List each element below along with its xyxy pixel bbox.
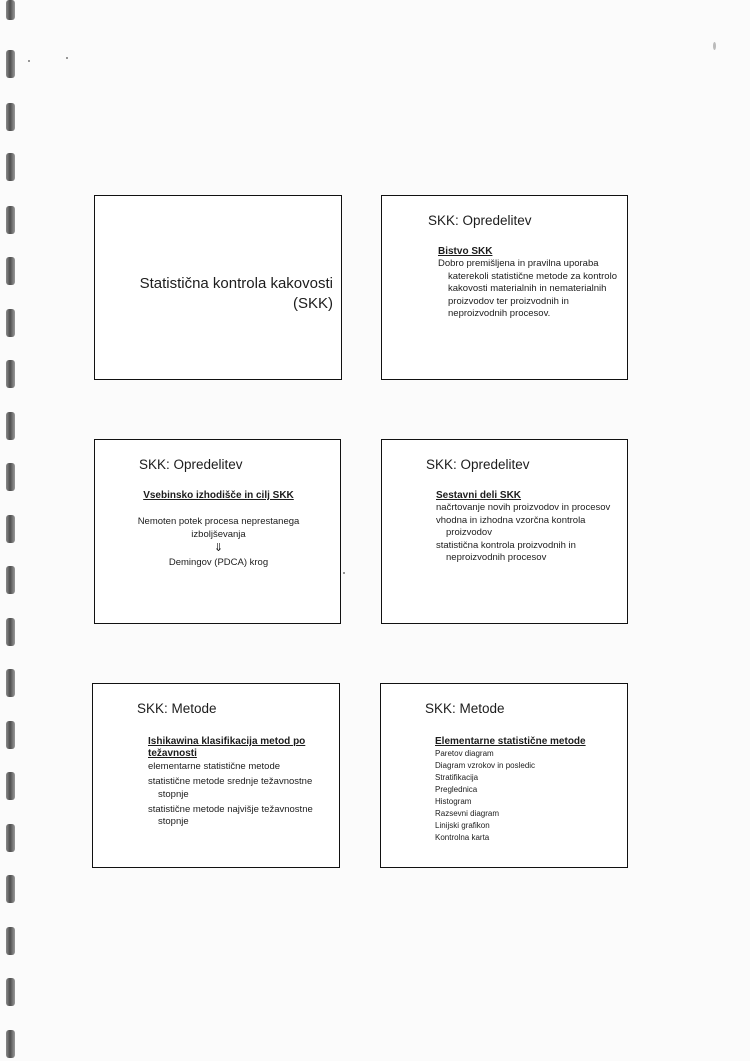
slide-6-item: Preglednica [435,785,478,795]
slide-3-heading: Vsebinsko izhodišče in cilj SKK [143,490,294,501]
slide-3-line: Nemoten potek procesa neprestanega [137,516,300,528]
slide-4-line: statistična kontrola proizvodnih in [436,539,576,551]
scan-speck [66,57,68,59]
slide-2-title: SKK: Opredelitev [428,213,532,228]
slide-6-content [435,736,625,844]
slide-4-line: neproizvodnih procesov [446,552,547,564]
slide-2-content [438,246,626,320]
slide-6-item: Stratifikacija [435,773,479,783]
slide-3-content [95,490,342,570]
slide-4-line: proizvodov [446,527,492,539]
slide-6-item: Diagram vzrokov in posledic [435,761,536,771]
slide-2 [381,195,628,380]
slide-6-item: Histogram [435,797,472,807]
binder-hole [6,360,15,388]
slide-2-line: proizvodov ter proizvodnih in [448,295,569,307]
down-double-arrow-icon: ⇓ [213,542,224,555]
slide-3 [94,439,341,624]
binder-hole [6,927,15,955]
slide-4 [381,439,628,624]
binder-hole [6,515,15,543]
scan-speck [28,60,30,62]
slide-6-item: Linijski grafikon [435,821,490,831]
slide-6-heading: Elementarne statistične metode [435,736,586,747]
slide-1-subtitle: (SKK) [292,295,333,312]
binder-hole [6,257,15,285]
slide-3-line: izboljševanja [191,528,246,540]
slide-5-title: SKK: Metode [137,701,217,716]
binder-hole [6,824,15,852]
slide-5-line: stopnje [158,816,189,828]
binder-hole [6,50,15,78]
slide-6 [380,683,628,868]
slide-4-line: načrtovanje novih proizvodov in procesov [436,502,611,514]
slide-4-line: vhodna in izhodna vzorčna kontrola [436,514,586,526]
binder-hole [6,309,15,337]
binder-hole [6,412,15,440]
binder-hole [6,772,15,800]
slide-5 [92,683,340,868]
slide-2-line: kakovosti materialnih in nematerialnih [448,283,607,295]
slide-5-line: statistične metode srednje težavnostne [148,776,313,788]
binder-hole [6,103,15,131]
slide-1 [94,195,342,380]
slide-6-item: Razsevni diagram [435,809,500,819]
binder-hole [6,1030,15,1058]
slide-3-title: SKK: Opredelitev [139,457,243,472]
cover-title [140,274,333,314]
slide-4-content [436,490,626,564]
scan-speck [713,42,716,50]
slide-5-line: stopnje [158,788,189,800]
slide-5-heading: težavnosti [148,748,197,760]
binder-hole [6,463,15,491]
binder-hole [6,153,15,181]
slide-2-line: Dobro premišljena in pravilna uporaba [438,258,599,270]
slide-5-heading: Ishikawina klasifikacija metod po [148,736,306,747]
slide-4-heading: Sestavni deli SKK [436,490,522,501]
slide-5-line: elementarne statistične metode [148,760,281,772]
binder-hole [6,206,15,234]
slide-2-heading: Bistvo SKK [438,246,493,257]
binder-hole [6,669,15,697]
slide-5-line: statistične metode najvišje težavnostne [148,804,313,816]
slide-2-line: neproizvodnih procesov. [448,308,551,320]
binder-hole [6,978,15,1006]
binder-hole [6,566,15,594]
slide-4-title: SKK: Opredelitev [426,457,530,472]
binder-hole [6,721,15,749]
binder-hole [6,618,15,646]
slide-3-line: Demingov (PDCA) krog [168,557,269,569]
slide-2-line: katerekoli statistične metode za kontrolo [448,270,617,282]
slide-5-content [148,736,338,829]
slide-1-title: Statistična kontrola kakovosti [139,275,333,292]
binder-hole [6,875,15,903]
slide-6-title: SKK: Metode [425,701,505,716]
scan-speck [343,572,345,574]
slide-6-item: Kontrolna karta [435,833,490,843]
binder-hole [6,0,15,20]
slide-6-item: Paretov diagram [435,749,494,759]
